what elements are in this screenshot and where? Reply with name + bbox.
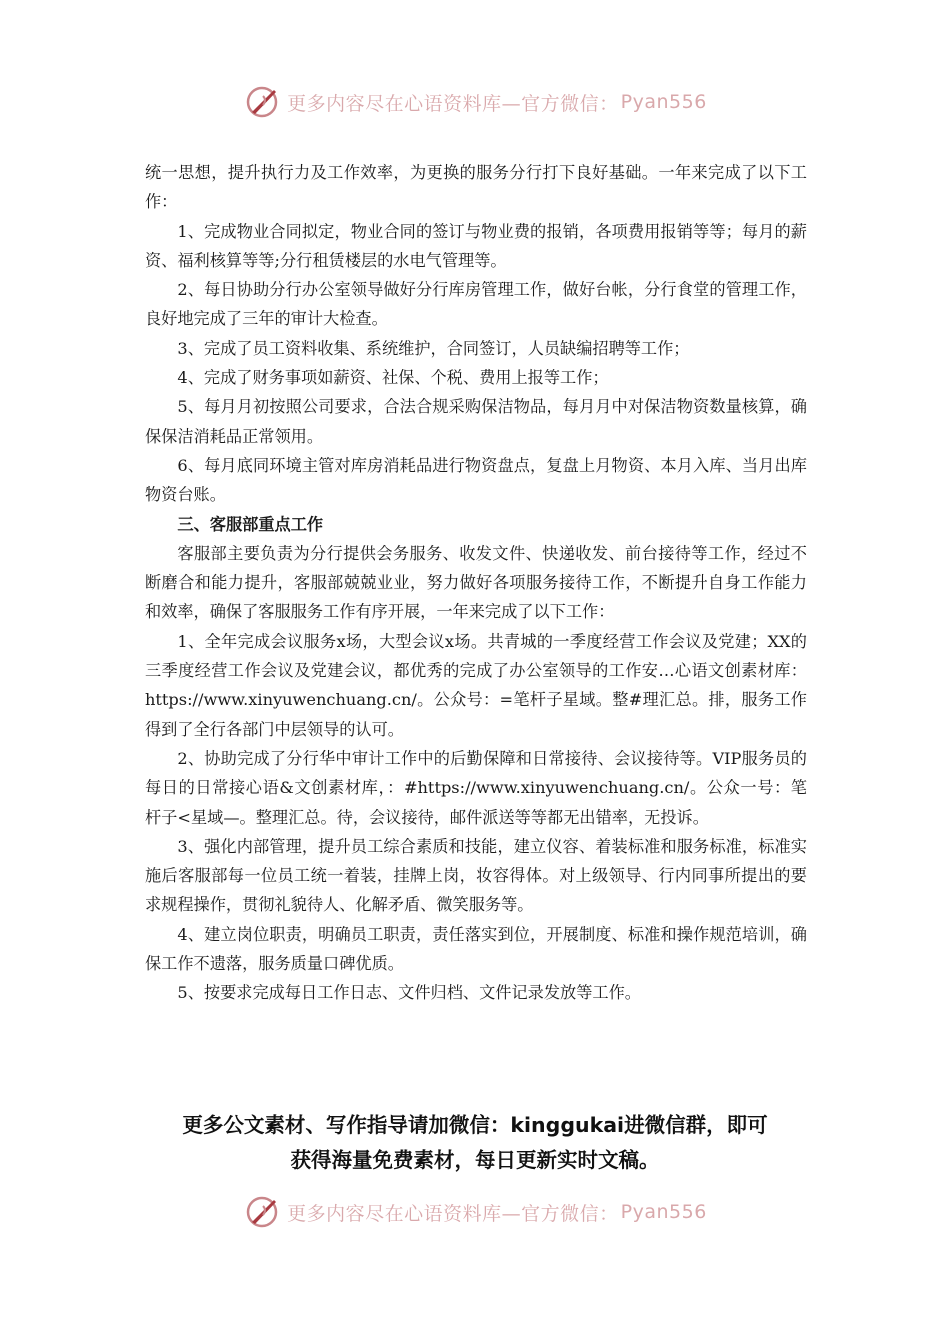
watermark-header — [0, 80, 950, 124]
watermark-footer — [0, 1190, 950, 1234]
paragraph: 1、全年完成会议服务x场，大型会议x场。共青城的一季度经营工作会议及党建；XX的三季度经营工作会议及党建会议，都优秀的完成了办公室领导的工作安…心语文创素材库：https://www.xinyuwenchuang.cn/。公众号：=笔杆子星域。整#理汇总。排，服务工作得到了全行各部门中层领导的认可。 — [145, 631, 807, 739]
paragraph: 4、建立岗位职责，明确员工职责，责任落实到位，开展制度、标准和操作规范培训，确保工作不遗落，服务质量口碑优质。 — [145, 924, 807, 974]
watermark-text: 更多内容尽在心语资料库—官方微信： — [287, 1202, 619, 1225]
pen-logo-icon — [243, 82, 283, 122]
paragraph: 3、强化内部管理，提升员工综合素质和技能，建立仪容、着装标准和服务标准，标准实施后客服部每一位员工统一着装，挂牌上岗，妆容得体。对上级领导、行内同事所提出的要求规程操作，贯彻礼貌待人、化解矛盾、微笑服务等。 — [145, 836, 807, 915]
paragraph: 4、完成了财务事项如薪资、社保、个税、费用上报等工作； — [177, 368, 609, 388]
footer-note-line2: 获得海量免费素材，每日更新实时文稿。 — [290, 1148, 660, 1172]
footer-note — [120, 1108, 830, 1178]
watermark-text: 更多内容尽在心语资料库—官方微信： — [287, 92, 619, 115]
paragraph: 5、每月月初按照公司要求，合法合规采购保洁物品，每月月中对保洁物资数量核算，确保保洁消耗品正常领用。 — [145, 397, 807, 446]
pen-logo-icon — [243, 1192, 283, 1232]
watermark-id: Pyan556 — [620, 1201, 707, 1223]
paragraph: 客服部主要负责为分行提供会务服务、收发文件、快递收发、前台接待等工作，经过不断磨合和能力提升，客服部兢兢业业，努力做好各项服务接待工作，不断提升自身工作能力和效率，确保了客服服务工作有序开展，一年来完成了以下工作： — [145, 543, 807, 622]
paragraph: 5、按要求完成每日工作日志、文件归档、文件记录发放等工作。 — [177, 983, 641, 1003]
paragraph: 3、完成了员工资料收集、系统维护，合同签订，人员缺编招聘等工作； — [177, 338, 690, 358]
paragraph: 2、协助完成了分行华中审计工作中的后勤保障和日常接待、会议接待等。VIP服务员的每日的日常接心语&文创素材库，：#https://www.xinyuwenchuang.cn/。公众一号：笔杆子<星域—。整理汇总。待，会议接待，邮件派送等等都无出错率，无投诉。 — [145, 748, 807, 827]
watermark-id: Pyan556 — [620, 91, 707, 113]
paragraph: 统一思想，提升执行力及工作效率，为更换的服务分行打下良好基础。一年来完成了以下工作： — [145, 163, 807, 212]
paragraph: 6、每月底同环境主管对库房消耗品进行物资盘点，复盘上月物资、本月入库、当月出库物资台账。 — [145, 455, 807, 505]
paragraph: 2、每日协助分行办公室领导做好分行库房管理工作，做好台帐，分行食堂的管理工作，良好地完成了三年的审计大检查。 — [145, 280, 807, 329]
document-body — [145, 158, 807, 1008]
section-heading: 三、客服部重点工作 — [177, 514, 324, 534]
footer-note-line1: 更多公文素材、写作指导请加微信：kinggukai进微信群，即可 — [182, 1113, 768, 1137]
paragraph: 1、完成物业合同拟定，物业合同的签订与物业费的报销，各项费用报销等等；每月的薪资、福利核算等等;分行租赁楼层的水电气管理等。 — [145, 221, 807, 270]
